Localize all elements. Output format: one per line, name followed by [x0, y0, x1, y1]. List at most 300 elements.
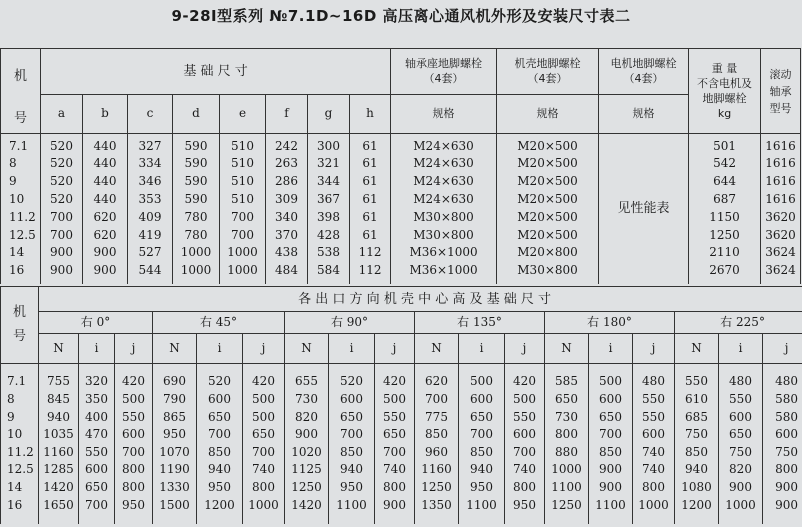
machine-no-cell: 12.5: [9, 227, 36, 242]
outlet-value-cell: 650: [729, 427, 752, 442]
outlet-value-cell: 950: [122, 497, 145, 512]
dimension-g-cell: 398: [317, 209, 340, 224]
outlet-value-cell: 880: [555, 444, 578, 459]
bearing-type-line2: 轴承: [769, 84, 792, 98]
sub-col-n: N: [285, 334, 329, 364]
outlet-value-cell: 950: [513, 497, 536, 512]
bearing-type-cell: 1616: [765, 174, 796, 189]
dimension-b-cell: 440: [93, 156, 117, 171]
outlet-value-cell: 900: [775, 479, 799, 494]
outlet-value-cell: 480: [642, 374, 665, 389]
sub-col-n: N: [545, 334, 589, 364]
outlet-value-cell: 600: [599, 391, 622, 406]
outlet-value-cell: 790: [163, 391, 186, 406]
outlet-value-cell: 755: [47, 374, 70, 389]
outlet-value-cell: 610: [685, 391, 708, 406]
outlet-value-cell: 1200: [204, 497, 235, 512]
outlet-value-cell: 1250: [291, 479, 322, 494]
outlet-value-cell: 750: [775, 444, 799, 459]
outlet-value-cell: 650: [555, 391, 578, 406]
outlet-value-cell: 1420: [43, 479, 74, 494]
dimension-f-cell: 438: [275, 245, 298, 260]
dimension-c-cell: 353: [138, 191, 162, 206]
outlet-value-cell: 940: [685, 462, 708, 477]
dimension-e-cell: 1000: [227, 263, 258, 278]
case-bolt-cell: M20×500: [517, 227, 578, 242]
outlet-value-cell: 500: [252, 391, 275, 406]
dimension-e-cell: 510: [231, 174, 254, 189]
machine-no-cell: 16: [9, 263, 25, 278]
dimension-e-cell: 1000: [227, 245, 258, 260]
outlet-value-cell: 320: [85, 374, 108, 389]
outlet-value-cell: 1000: [551, 462, 582, 477]
bearing-type-cell: 3624: [765, 263, 796, 278]
sub-col-i: i: [79, 334, 115, 364]
outlet-value-cell: 1100: [336, 497, 367, 512]
sub-col-j: j: [243, 334, 285, 364]
outlet-value-cell: 470: [85, 427, 108, 442]
outlet-value-cell: 1420: [291, 497, 322, 512]
outlet-value-cell: 750: [685, 427, 708, 442]
outlet-value-cell: 1000: [638, 497, 669, 512]
dimension-g-cell: 367: [317, 191, 340, 206]
outlet-column: [545, 364, 589, 524]
sub-col-j: j: [115, 334, 153, 364]
dimension-h-cell: 61: [362, 191, 378, 206]
case-bolt-column: [497, 134, 599, 284]
outlet-value-cell: 1650: [43, 497, 74, 512]
dimension-b-cell: 900: [93, 245, 117, 260]
outlet-value-cell: 800: [122, 479, 145, 494]
outlet-value-cell: 800: [383, 479, 406, 494]
dimension-d-cell: 590: [184, 174, 208, 189]
outlet-value-cell: 950: [340, 479, 363, 494]
outlet-value-cell: 620: [425, 374, 448, 389]
outlet-value-cell: 1285: [43, 462, 74, 477]
sub-col-j: j: [505, 334, 545, 364]
dimension-f-cell: 263: [275, 156, 298, 171]
outlet-value-cell: 400: [85, 409, 108, 424]
a-column: [41, 134, 83, 284]
outlet-column: [115, 364, 153, 524]
outlet-value-cell: 1000: [248, 497, 279, 512]
outlet-value-cell: 940: [208, 462, 231, 477]
dimension-h-cell: 61: [362, 227, 378, 242]
case-bolt-cell: M20×500: [517, 209, 578, 224]
sub-col-n: N: [153, 334, 197, 364]
dimension-h-cell: 61: [362, 174, 378, 189]
outlet-value-cell: 1350: [421, 497, 452, 512]
machine-no-header-top: 机: [13, 69, 27, 84]
outlet-value-cell: 1160: [43, 444, 74, 459]
outlet-value-cell: 655: [295, 374, 318, 389]
outlet-value-cell: 700: [425, 391, 448, 406]
outlet-value-cell: 800: [775, 462, 799, 477]
outlet-column: [39, 364, 79, 524]
outlet-value-cell: 500: [470, 374, 493, 389]
outlet-value-cell: 500: [383, 391, 406, 406]
outlet-value-cell: 550: [122, 409, 145, 424]
direction-header: 右 135°: [415, 312, 545, 334]
dimension-d-cell: 590: [184, 138, 208, 153]
outlet-value-cell: 550: [383, 409, 406, 424]
outlet-value-cell: 800: [513, 479, 536, 494]
outlet-value-cell: 500: [513, 391, 536, 406]
direction-header: 右 0°: [39, 312, 153, 334]
weight-line3: 地脚螺栓: [702, 92, 747, 105]
col-d: d: [173, 94, 220, 133]
machine-no-cell-2: 10: [7, 427, 23, 442]
sub-col-i: i: [329, 334, 375, 364]
machine-no-header-bottom: 号: [13, 111, 27, 126]
dimension-a-cell: 900: [50, 245, 73, 260]
sub-col-n: N: [415, 334, 459, 364]
d-column: [173, 134, 220, 284]
dimension-a-cell: 700: [50, 209, 73, 224]
machine-no-header-bottom-2: 号: [12, 329, 26, 344]
outlet-value-cell: 700: [383, 444, 406, 459]
weight-cell: 1250: [709, 227, 740, 242]
dimension-b-cell: 900: [93, 263, 117, 278]
bearing-type-cell: 1616: [765, 138, 796, 153]
outlet-value-cell: 1080: [681, 479, 712, 494]
outlet-value-cell: 420: [513, 374, 536, 389]
outlet-value-cell: 900: [775, 497, 799, 512]
case-bolt-sets: （4套）: [527, 72, 568, 86]
direction-header: 右 225°: [675, 312, 802, 334]
outlet-value-cell: 800: [555, 427, 578, 442]
outlet-value-cell: 685: [685, 409, 708, 424]
outlet-value-cell: 950: [208, 479, 231, 494]
dimension-h-cell: 61: [362, 156, 378, 171]
outlet-value-cell: 1100: [595, 497, 626, 512]
case-bolt-title: 机壳地脚螺栓: [514, 57, 581, 71]
outlet-value-cell: 1070: [159, 444, 190, 459]
bearing-bolt-spec-header: 规格: [391, 94, 497, 133]
outlet-value-cell: 775: [425, 409, 448, 424]
weight-cell: 687: [713, 191, 736, 206]
weight-cell: 542: [713, 156, 736, 171]
outlet-value-cell: 950: [163, 427, 186, 442]
bearing-type-cell: 3624: [765, 245, 796, 260]
outlet-value-cell: 600: [122, 427, 145, 442]
outlet-value-cell: 740: [252, 462, 275, 477]
outlet-value-cell: 850: [425, 427, 448, 442]
outlet-value-cell: 850: [340, 444, 363, 459]
dimension-f-cell: 286: [275, 174, 298, 189]
outlet-value-cell: 600: [208, 391, 231, 406]
outlet-value-cell: 1125: [291, 462, 322, 477]
outlet-value-cell: 650: [470, 409, 493, 424]
dimension-e-cell: 700: [231, 209, 254, 224]
outlet-value-cell: 600: [642, 427, 665, 442]
machine-no-cell: 7.1: [9, 138, 29, 153]
outlet-column: [375, 364, 415, 524]
outlet-value-cell: 850: [208, 444, 231, 459]
dimension-h-cell: 112: [358, 263, 382, 278]
outlet-value-cell: 740: [383, 462, 406, 477]
outlet-value-cell: 1500: [159, 497, 190, 512]
dimension-b-cell: 440: [93, 191, 117, 206]
machine-no-cell-2: 12.5: [7, 462, 34, 477]
outlet-value-cell: 900: [295, 427, 318, 442]
outlet-value-cell: 900: [729, 479, 752, 494]
outlet-value-cell: 900: [599, 479, 622, 494]
machine-no-cell-2: 7.1: [7, 374, 27, 389]
motor-bolt-note: 见性能表: [599, 134, 689, 284]
outlet-value-cell: 900: [383, 497, 406, 512]
dimension-a-cell: 900: [50, 263, 73, 278]
outlet-value-cell: 700: [599, 427, 622, 442]
machine-no-cell-2: 14: [7, 479, 23, 494]
outlet-value-cell: 690: [163, 374, 186, 389]
outlet-column: [763, 364, 802, 524]
outlet-value-cell: 700: [470, 427, 493, 442]
outlet-value-cell: 845: [47, 391, 70, 406]
bearing-bolt-sets: （4套）: [423, 72, 464, 86]
outlet-value-cell: 1190: [159, 462, 190, 477]
dimension-g-cell: 538: [317, 245, 340, 260]
outlet-value-cell: 1035: [43, 427, 74, 442]
outlet-value-cell: 800: [642, 479, 665, 494]
outlet-value-cell: 550: [642, 409, 665, 424]
direction-header: 右 45°: [153, 312, 285, 334]
dimension-h-cell: 61: [362, 209, 378, 224]
c-column: [128, 134, 173, 284]
bearing-bolt-cell: M36×1000: [409, 245, 478, 260]
bearing-bolt-cell: M24×630: [413, 174, 474, 189]
machine-no-cell: 11.2: [9, 209, 36, 224]
outlet-value-cell: 800: [122, 462, 145, 477]
dimension-h-cell: 61: [362, 138, 378, 153]
direction-header: 右 90°: [285, 312, 415, 334]
dimension-c-cell: 327: [138, 138, 162, 153]
weight-cell: 1150: [709, 209, 740, 224]
sub-col-i: i: [719, 334, 763, 364]
dimension-b-cell: 440: [93, 174, 117, 189]
outlet-value-cell: 480: [729, 374, 752, 389]
outlet-column: [197, 364, 243, 524]
weight-cell: 501: [713, 138, 736, 153]
weight-unit: kg: [717, 107, 732, 120]
outlet-value-cell: 580: [775, 409, 799, 424]
machine-no-cell: 10: [9, 191, 25, 206]
outlet-value-cell: 700: [122, 444, 145, 459]
bearing-bolt-cell: M24×630: [413, 191, 474, 206]
dimension-b-cell: 620: [93, 209, 117, 224]
outlet-value-cell: 750: [729, 444, 752, 459]
outlet-column: [153, 364, 197, 524]
outlet-value-cell: 650: [85, 479, 108, 494]
outlet-value-cell: 740: [642, 444, 665, 459]
outlet-value-cell: 650: [252, 427, 275, 442]
dimension-h-cell: 112: [358, 245, 382, 260]
outlet-value-cell: 940: [340, 462, 363, 477]
machine-no-cell: 9: [9, 174, 17, 189]
case-bolt-cell: M20×500: [517, 156, 578, 171]
sub-col-n: N: [675, 334, 719, 364]
outlet-value-cell: 960: [425, 444, 448, 459]
outlet-column: [459, 364, 505, 524]
outlet-value-cell: 600: [775, 427, 799, 442]
foundation-table: [0, 48, 801, 284]
machine-no-cell-2: 9: [7, 409, 15, 424]
outlet-value-cell: 600: [729, 409, 752, 424]
outlet-value-cell: 500: [599, 374, 622, 389]
g-column: [308, 134, 350, 284]
sub-col-i: i: [197, 334, 243, 364]
outlet-value-cell: 420: [122, 374, 145, 389]
dimension-g-cell: 344: [317, 174, 340, 189]
direction-header: 右 180°: [545, 312, 675, 334]
outlet-value-cell: 520: [340, 374, 363, 389]
outlet-value-cell: 650: [383, 427, 406, 442]
outlet-value-cell: 1330: [159, 479, 190, 494]
col-b: b: [83, 94, 128, 133]
machine-no-cell: 8: [9, 156, 17, 171]
weight-column: [689, 134, 761, 284]
sub-col-j: j: [763, 334, 802, 364]
outlet-value-cell: 820: [295, 409, 318, 424]
outlet-value-cell: 700: [340, 427, 363, 442]
outlet-value-cell: 850: [599, 444, 622, 459]
dimension-d-cell: 780: [184, 227, 208, 242]
case-bolt-cell: M20×500: [517, 138, 578, 153]
bearing-bolt-cell: M24×630: [413, 156, 474, 171]
bearing-bolt-column: [391, 134, 497, 284]
bearing-type-cell: 1616: [765, 156, 796, 171]
outlet-value-cell: 700: [208, 427, 231, 442]
bearing-bolt-cell: M30×800: [413, 227, 474, 242]
f-column: [266, 134, 308, 284]
case-bolt-spec-header: 规格: [497, 94, 599, 133]
dimension-a-cell: 520: [50, 156, 73, 171]
outlet-value-cell: 650: [340, 409, 363, 424]
sub-col-i: i: [459, 334, 505, 364]
dimension-d-cell: 1000: [180, 263, 212, 278]
outlet-value-cell: 700: [252, 444, 275, 459]
machine-no-column-2: [1, 364, 39, 524]
outlet-value-cell: 940: [47, 409, 70, 424]
dimension-f-cell: 242: [275, 138, 298, 153]
dimension-b-cell: 440: [93, 138, 117, 153]
dimension-g-cell: 584: [317, 263, 340, 278]
outlet-value-cell: 850: [685, 444, 708, 459]
case-bolt-cell: M20×800: [517, 245, 578, 260]
outlet-value-cell: 740: [513, 462, 536, 477]
outlet-value-cell: 600: [340, 391, 363, 406]
machine-no-cell-2: 11.2: [7, 444, 34, 459]
outlet-value-cell: 420: [252, 374, 275, 389]
outlet-value-cell: 585: [555, 374, 578, 389]
dimension-a-cell: 700: [50, 227, 73, 242]
case-bolt-cell: M20×500: [517, 174, 578, 189]
dimension-e-cell: 510: [231, 156, 254, 171]
outlet-column: [285, 364, 329, 524]
weight-cell: 2670: [709, 263, 740, 278]
dimension-g-cell: 321: [317, 156, 340, 171]
col-e: e: [220, 94, 266, 133]
outlet-value-cell: 650: [599, 409, 622, 424]
dimension-c-cell: 334: [138, 156, 162, 171]
outlet-value-cell: 1100: [466, 497, 497, 512]
dimension-d-cell: 590: [184, 156, 208, 171]
bearing-bolt-cell: M24×630: [413, 138, 474, 153]
col-a: a: [41, 94, 83, 133]
outlet-value-cell: 550: [513, 409, 536, 424]
weight-line1: 重 量: [711, 62, 738, 75]
outlet-value-cell: 580: [775, 391, 799, 406]
outlet-column: [329, 364, 375, 524]
outlet-value-cell: 600: [470, 391, 493, 406]
outlet-value-cell: 865: [163, 409, 186, 424]
outlet-value-cell: 1100: [551, 479, 582, 494]
sub-col-j: j: [375, 334, 415, 364]
machine-no-header-top-2: 机: [12, 305, 26, 320]
dimension-a-cell: 520: [50, 191, 73, 206]
dimension-d-cell: 1000: [180, 245, 212, 260]
outlet-column: [589, 364, 633, 524]
outlet-header: 各 出 口 方 向 机 壳 中 心 高 及 基 础 尺 寸: [39, 287, 802, 312]
dimension-a-cell: 520: [50, 174, 73, 189]
bearing-bolt-cell: M36×1000: [409, 263, 478, 278]
case-bolt-cell: M30×800: [517, 263, 578, 278]
dimension-g-cell: 300: [317, 138, 340, 153]
outlet-column: [505, 364, 545, 524]
col-g: g: [308, 94, 350, 133]
outlet-column: [415, 364, 459, 524]
col-f: f: [266, 94, 308, 133]
outlet-value-cell: 900: [599, 462, 622, 477]
foundation-header: 基 础 尺 寸: [41, 49, 391, 95]
machine-no-column: [1, 134, 41, 284]
dimension-a-cell: 520: [50, 138, 73, 153]
outlet-value-cell: 950: [470, 479, 493, 494]
outlet-value-cell: 520: [208, 374, 231, 389]
machine-no-cell-2: 8: [7, 391, 15, 406]
outlet-value-cell: 1160: [421, 462, 452, 477]
bearing-type-cell: 3620: [765, 227, 796, 242]
dimension-f-cell: 340: [275, 209, 298, 224]
bearing-bolt-title: 轴承座地脚螺栓: [405, 57, 483, 71]
weight-cell: 644: [713, 174, 736, 189]
outlet-column: [675, 364, 719, 524]
outlet-value-cell: 420: [383, 374, 406, 389]
sub-col-n: N: [39, 334, 79, 364]
motor-bolt-spec-header: 规格: [599, 94, 689, 133]
outlet-value-cell: 1250: [551, 497, 582, 512]
outlet-value-cell: 1200: [681, 497, 712, 512]
dimension-g-cell: 428: [317, 227, 340, 242]
outlet-value-cell: 740: [642, 462, 665, 477]
outlet-column: [79, 364, 115, 524]
outlet-value-cell: 600: [513, 427, 536, 442]
outlet-value-cell: 940: [470, 462, 493, 477]
dimension-d-cell: 590: [184, 191, 208, 206]
dimension-e-cell: 700: [231, 227, 254, 242]
case-bolt-cell: M20×500: [517, 191, 578, 206]
outlet-value-cell: 700: [85, 497, 108, 512]
dimension-f-cell: 484: [275, 263, 298, 278]
sub-col-j: j: [633, 334, 675, 364]
dimension-f-cell: 309: [275, 191, 298, 206]
dimension-e-cell: 510: [231, 138, 254, 153]
outlet-value-cell: 1000: [725, 497, 756, 512]
outlet-value-cell: 550: [729, 391, 752, 406]
outlet-value-cell: 550: [85, 444, 108, 459]
weight-cell: 2110: [709, 245, 740, 260]
outlet-value-cell: 500: [122, 391, 145, 406]
